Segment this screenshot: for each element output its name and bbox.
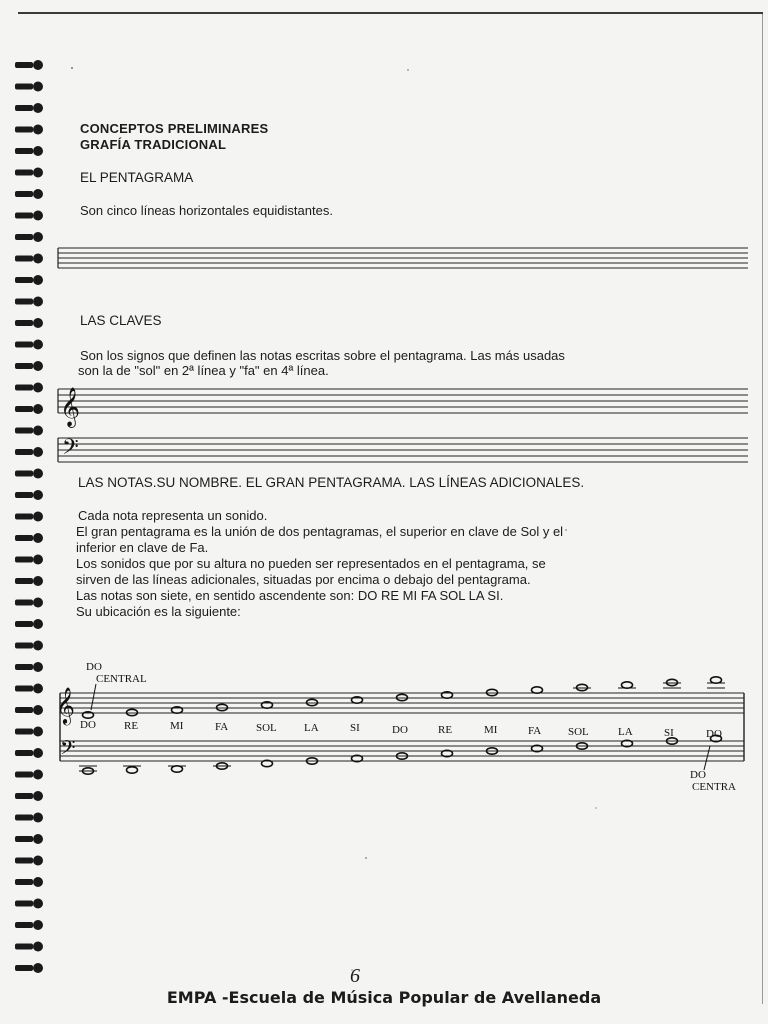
whole-note: [663, 679, 681, 688]
section-title: CONCEPTOS PRELIMINARES: [80, 121, 269, 136]
do-central-arrow: [704, 746, 710, 770]
bass-clef-icon: 𝄢: [60, 736, 76, 764]
whole-note: [79, 766, 97, 774]
do-central-label: DO: [86, 661, 102, 673]
section-subtitle: GRAFÍA TRADICIONAL: [80, 137, 227, 152]
note-name-label: DO: [706, 728, 722, 740]
notas-text-line: Las notas son siete, en sentido ascendente son: DO RE MI FA SOL LA SI.: [76, 588, 504, 603]
note-name-label: MI: [484, 724, 498, 736]
note-names: [80, 719, 722, 740]
footer-school-name: EMPA -Escuela de Música Popular de Avellaneda: [166, 988, 602, 1007]
pentagrama-heading: EL PENTAGRAMA: [80, 170, 194, 185]
notas-text-line: Su ubicación es la siguiente:: [76, 604, 241, 619]
note-name-label: RE: [124, 720, 139, 732]
notas-text-line: El gran pentagrama es la unión de dos pentagramas, el superior en clave de Sol y el: [76, 524, 564, 539]
whole-note: [532, 687, 543, 693]
notas-text-line: sirven de las líneas adicionales, situadas por encima o debajo del pentagrama.: [76, 572, 531, 587]
whole-note: [168, 766, 186, 772]
page-number: 6: [350, 965, 360, 987]
note-name-label: DO: [392, 724, 408, 736]
do-central-arrow: [91, 684, 96, 710]
bass-clef-staff: [58, 438, 748, 462]
note-name-label: FA: [215, 721, 229, 733]
treble-clef-icon: 𝄞: [60, 387, 81, 427]
note-name-label: SOL: [568, 726, 589, 738]
do-central-label: DO: [690, 769, 706, 781]
notas-text-line: Cada nota representa un sonido.: [78, 508, 268, 523]
note-name-label: SOL: [256, 722, 277, 734]
do-central-label: CENTRAL: [96, 673, 147, 685]
claves-text-line2: son la de "sol" en 2ª línea y "fa" en 4ª línea.: [78, 363, 329, 378]
whole-note: [707, 677, 725, 688]
note-name-label: DO: [80, 719, 96, 731]
whole-note: [213, 763, 231, 769]
note-name-label: LA: [618, 726, 633, 738]
notas-text-line: inferior en clave de Fa.: [76, 540, 209, 555]
notas-text-line: Los sonidos que por su altura no pueden ser representados en el pentagrama, se: [76, 556, 546, 571]
claves-heading: LAS CLAVES: [80, 313, 162, 328]
claves-text-line1: Son los signos que definen las notas escritas sobre el pentagrama. Las más usadas: [80, 348, 565, 363]
whole-note: [573, 684, 591, 690]
bass-clef-icon: 𝄢: [62, 435, 79, 465]
note-name-label: SI: [664, 727, 674, 739]
note-name-label: SI: [350, 722, 360, 734]
note-name-label: MI: [170, 720, 184, 732]
note-name-label: RE: [438, 724, 453, 736]
whole-note: [618, 682, 636, 688]
whole-note: [123, 766, 141, 773]
treble-clef-staff: [58, 389, 748, 413]
note-name-label: FA: [528, 725, 542, 737]
pentagrama-description: Son cinco líneas horizontales equidistantes.: [80, 203, 333, 218]
do-central-label: CENTRA: [692, 781, 736, 793]
scan-specks: [71, 67, 597, 971]
example-staff: [58, 248, 748, 268]
treble-clef-icon: 𝄞: [56, 686, 75, 724]
note-name-label: LA: [304, 722, 319, 734]
notas-heading: LAS NOTAS.SU NOMBRE. EL GRAN PENTAGRAMA. LAS LÍNEAS ADICIONALES.: [78, 475, 585, 490]
